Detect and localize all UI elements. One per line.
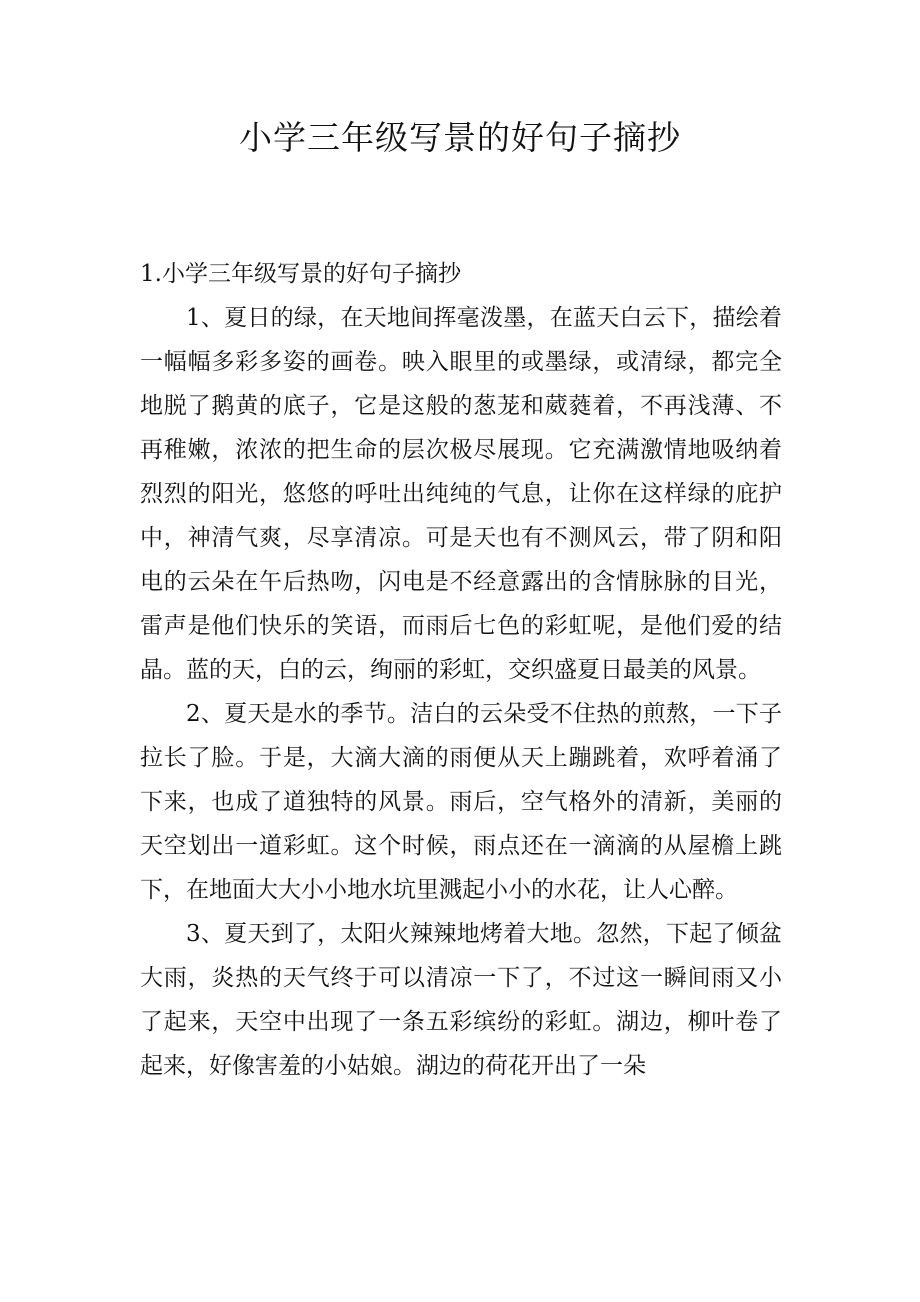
paragraph-1: 1、夏日的绿，在天地间挥毫泼墨，在蓝天白云下，描绘着一幅幅多彩多姿的画卷。映入眼里的或墨绿，或清绿，都完全地脱了鹅黄的底子，它是这般的葱茏和葳蕤着，不再浅薄、不再稚嫩，浓浓的把生命的层次极尽展现。它充满激情地吸纳着烈烈的阳光，悠悠的呼吐出纯纯的气息，让你在这样绿的庇护中，神清气爽，尽享清凉。可是天也有不测风云，带了阴和阳电的云朵在午后热吻，闪电是不经意露出的含情脉脉的目光，雷声是他们快乐的笑语，而雨后七色的彩虹呢，是他们爱的结晶。蓝的天，白的云，绚丽的彩虹，交织盛夏日最美的风景。 <box>140 305 782 683</box>
paragraph-2: 2、夏天是水的季节。洁白的云朵受不住热的煎熬，一下子拉长了脸。于是，大滴大滴的雨便从天上蹦跳着，欢呼着涌了下来，也成了道独特的风景。雨后，空气格外的清新，美丽的天空划出一道彩虹。这个时候，雨点还在一滴滴的从屋檐上跳下，在地面大大小小地水坑里溅起小小的水花，让人心醉。 <box>140 701 782 903</box>
document-body <box>140 252 782 1088</box>
document-title: 小学三年级写景的好句子摘抄 <box>239 118 681 157</box>
paragraph-3: 3、夏天到了，太阳火辣辣地烤着大地。忽然，下起了倾盆大雨，炎热的天气终于可以清凉一下了，不过这一瞬间雨又小了起来，天空中出现了一条五彩缤纷的彩虹。湖边，柳叶卷了起来，好像害羞的小姑娘。湖边的荷花开出了一朵 <box>140 921 782 1079</box>
section-heading: 1.小学三年级写景的好句子摘抄 <box>140 261 461 287</box>
